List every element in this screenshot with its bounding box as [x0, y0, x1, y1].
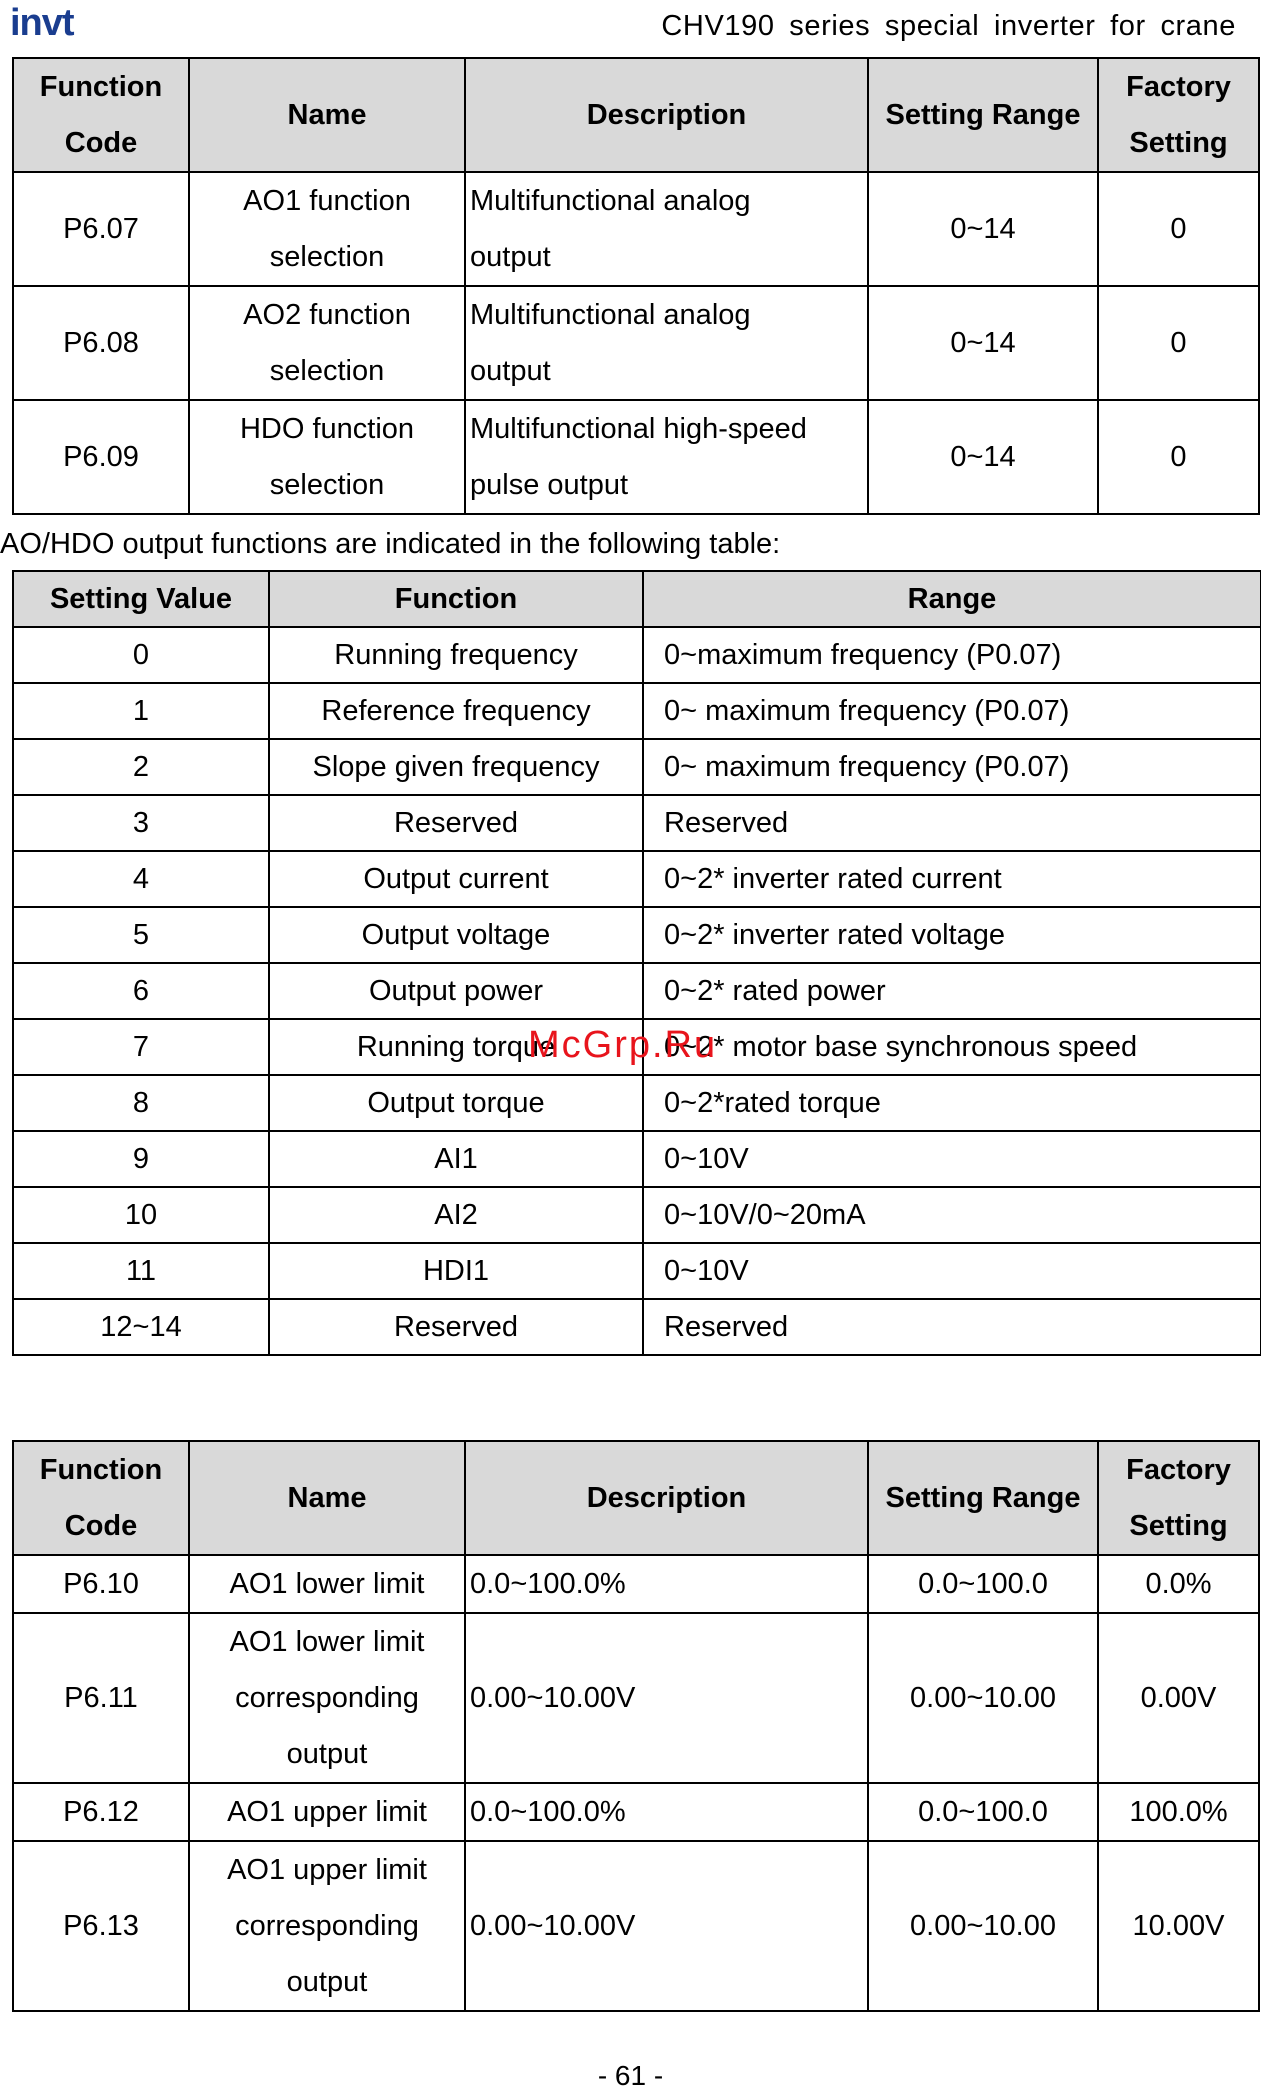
table-row [13, 795, 1261, 851]
page-number: - 61 - [597, 2060, 664, 2091]
function-range: 0~2* rated power [643, 963, 1261, 1019]
param-name: AO1 upper limit [189, 1783, 465, 1841]
param-description: Multifunctional analog output [465, 172, 868, 286]
setting-value: 7 [13, 1019, 269, 1075]
svg-text:invt: invt [10, 2, 74, 44]
table-row [13, 400, 1259, 514]
function-name: Output current [269, 851, 643, 907]
table-row [13, 1299, 1261, 1355]
table-row [13, 1243, 1261, 1299]
setting-range: 0.0~100.0 [868, 1555, 1098, 1613]
header-function-code: Function Code [13, 58, 189, 172]
table-header-row [13, 58, 1259, 172]
function-code: P6.10 [13, 1555, 189, 1613]
table-row [13, 963, 1261, 1019]
header-function: Function [269, 571, 643, 627]
table-row [13, 1131, 1261, 1187]
param-description: Multifunctional analog output [465, 286, 868, 400]
table-row [13, 907, 1261, 963]
setting-range: 0.00~10.00 [868, 1613, 1098, 1783]
header-setting-range: Setting Range [868, 58, 1098, 172]
header-setting-range: Setting Range [868, 1441, 1098, 1555]
factory-setting: 100.0% [1098, 1783, 1259, 1841]
table-row [13, 286, 1259, 400]
function-range: 0~maximum frequency (P0.07) [643, 627, 1261, 683]
param-name: AO1 function selection [189, 172, 465, 286]
table-row [13, 851, 1261, 907]
function-name: AI2 [269, 1187, 643, 1243]
param-name: AO2 function selection [189, 286, 465, 400]
function-range: 0~10V [643, 1131, 1261, 1187]
function-code: P6.07 [13, 172, 189, 286]
param-description: 0.00~10.00V [465, 1841, 868, 2011]
parameter-table-p6-10-13 [12, 1440, 1260, 2012]
function-code: P6.12 [13, 1783, 189, 1841]
function-range: 0~ maximum frequency (P0.07) [643, 739, 1261, 795]
function-name: Reserved [269, 1299, 643, 1355]
param-description: Multifunctional high-speed pulse output [465, 400, 868, 514]
param-description: 0.0~100.0% [465, 1783, 868, 1841]
factory-setting: 0 [1098, 286, 1259, 400]
function-name: HDI1 [269, 1243, 643, 1299]
setting-value: 9 [13, 1131, 269, 1187]
function-name: AI1 [269, 1131, 643, 1187]
function-name: Reference frequency [269, 683, 643, 739]
param-description: 0.0~100.0% [465, 1555, 868, 1613]
invt-logo [10, 2, 110, 44]
setting-value: 4 [13, 851, 269, 907]
function-range: 0~2* inverter rated voltage [643, 907, 1261, 963]
setting-value: 12~14 [13, 1299, 269, 1355]
function-range: 0~10V [643, 1243, 1261, 1299]
header-description: Description [465, 1441, 868, 1555]
function-name: Output power [269, 963, 643, 1019]
factory-setting: 0 [1098, 172, 1259, 286]
document-header-title: CHV190 series special inverter for crane [661, 10, 1236, 42]
param-name: AO1 lower limit [189, 1555, 465, 1613]
watermark-text: McGrp.Ru [528, 1024, 718, 1066]
function-name: Running frequency [269, 627, 643, 683]
setting-value: 6 [13, 963, 269, 1019]
setting-range: 0~14 [868, 172, 1098, 286]
setting-range: 0.0~100.0 [868, 1783, 1098, 1841]
factory-setting: 10.00V [1098, 1841, 1259, 2011]
table-row [13, 627, 1261, 683]
param-name: HDO function selection [189, 400, 465, 514]
setting-value: 5 [13, 907, 269, 963]
function-code: P6.13 [13, 1841, 189, 2011]
table-row [13, 1555, 1259, 1613]
function-code: P6.08 [13, 286, 189, 400]
table-row [13, 1187, 1261, 1243]
setting-value: 11 [13, 1243, 269, 1299]
header-description: Description [465, 58, 868, 172]
function-name: Slope given frequency [269, 739, 643, 795]
setting-range: 0.00~10.00 [868, 1841, 1098, 2011]
param-name: AO1 upper limit corresponding output [189, 1841, 465, 2011]
setting-value: 3 [13, 795, 269, 851]
header-name: Name [189, 58, 465, 172]
header-range: Range [643, 571, 1261, 627]
function-range: 0~2*rated torque [643, 1075, 1261, 1131]
param-description: 0.00~10.00V [465, 1613, 868, 1783]
function-code: P6.11 [13, 1613, 189, 1783]
function-code: P6.09 [13, 400, 189, 514]
table-row [13, 172, 1259, 286]
setting-value: 10 [13, 1187, 269, 1243]
table-row [13, 683, 1261, 739]
intro-paragraph: AO/HDO output functions are indicated in the following table: [0, 528, 781, 560]
function-range: 0~2* motor base synchronous speed [643, 1019, 1261, 1075]
setting-range: 0~14 [868, 286, 1098, 400]
function-range: 0~2* inverter rated current [643, 851, 1261, 907]
function-name: Output torque [269, 1075, 643, 1131]
setting-value: 0 [13, 627, 269, 683]
function-name: Output voltage [269, 907, 643, 963]
header-factory-setting: Factory Setting [1098, 1441, 1259, 1555]
table-row [13, 1783, 1259, 1841]
output-functions-table [12, 570, 1261, 1356]
setting-range: 0~14 [868, 400, 1098, 514]
table-row [13, 1613, 1259, 1783]
function-range: 0~10V/0~20mA [643, 1187, 1261, 1243]
setting-value: 1 [13, 683, 269, 739]
function-name: Running torque [269, 1019, 643, 1075]
factory-setting: 0.0% [1098, 1555, 1259, 1613]
header-factory-setting: Factory Setting [1098, 58, 1259, 172]
function-name: Reserved [269, 795, 643, 851]
table-row [13, 1075, 1261, 1131]
function-range: 0~ maximum frequency (P0.07) [643, 683, 1261, 739]
param-name: AO1 lower limit corresponding output [189, 1613, 465, 1783]
header-function-code: Function Code [13, 1441, 189, 1555]
parameter-table-p6-07-09 [12, 57, 1260, 515]
table-header-row [13, 1441, 1259, 1555]
table-header-row [13, 571, 1261, 627]
function-range: Reserved [643, 1299, 1261, 1355]
setting-value: 2 [13, 739, 269, 795]
header-setting-value: Setting Value [13, 571, 269, 627]
function-range: Reserved [643, 795, 1261, 851]
header-name: Name [189, 1441, 465, 1555]
factory-setting: 0.00V [1098, 1613, 1259, 1783]
factory-setting: 0 [1098, 400, 1259, 514]
table-row [13, 739, 1261, 795]
table-row [13, 1841, 1259, 2011]
setting-value: 8 [13, 1075, 269, 1131]
